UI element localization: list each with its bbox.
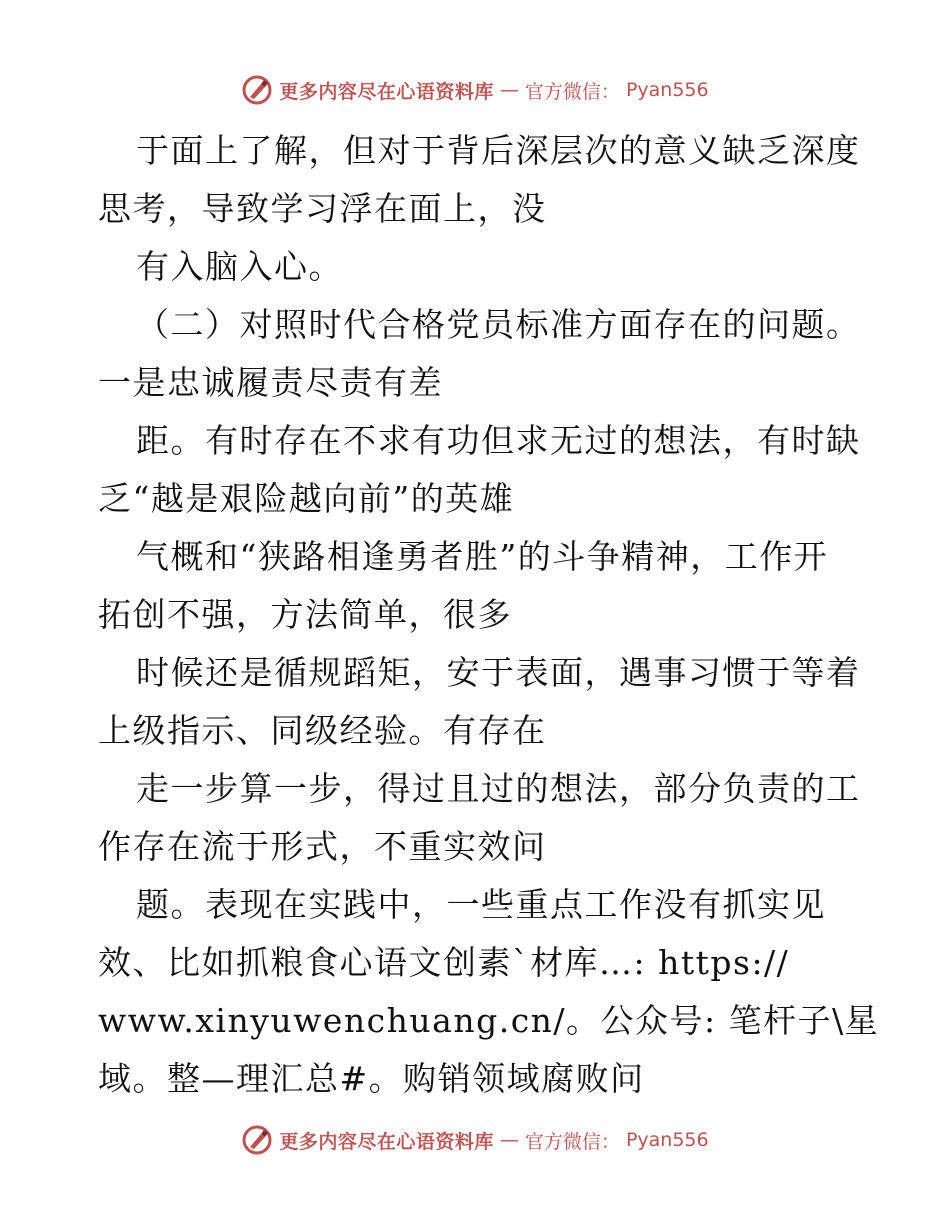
body-line: （二）对照时代合格党员标准方面存在的问题。 [136,305,861,344]
watermark-label: 官方微信： [524,80,620,103]
body-line: 作存在流于形式，不重实效问 [98,827,547,866]
body-line: www.xinyuwenchuang.cn/。公众号: 笔杆子\星 [98,1001,880,1040]
watermark-separator: — [499,1129,519,1151]
body-line: 有入脑入心。 [136,247,343,286]
body-line: 思考，导致学习浮在面上，没 [98,189,547,228]
footer-watermark [0,1120,950,1160]
watermark-label: 官方微信： [524,1130,620,1153]
header-watermark [0,70,950,110]
watermark-text: 更多内容尽在心语资料库 [279,80,494,103]
body-line: 一是忠诚履责尽责有差 [98,363,443,402]
body-line: 上级指示、同级经验。有存在 [98,711,547,750]
watermark-separator: — [499,79,519,101]
body-line: 走一步算一步，得过且过的想法，部分负责的工 [136,769,861,808]
body-line: 时候还是循规蹈矩，安于表面，遇事习惯于等着 [136,653,861,692]
watermark-account: Pyan556 [625,1129,709,1151]
body-line: 题。表现在实践中，一些重点工作没有抓实见 [136,885,826,924]
body-line: 域。整—理汇总#。购销领域腐败问 [98,1059,645,1098]
watermark-account: Pyan556 [625,79,709,101]
document-body [98,122,880,1108]
body-line: 距。有时存在不求有功但求无过的想法，有时缺 [136,421,861,460]
body-line: 效、比如抓粮食心语文创素`材库…: https:// [98,943,790,982]
body-line: 于面上了解，但对于背后深层次的意义缺乏深度 [136,131,861,170]
body-line: 乏“越是艰险越向前”的英雄 [98,479,515,518]
watermark-text: 更多内容尽在心语资料库 [279,1130,494,1153]
brush-logo-icon [241,74,273,106]
body-line: 气概和“狭路相逢勇者胜”的斗争精神，工作开 [136,537,829,576]
body-line: 拓创不强，方法简单，很多 [98,595,512,634]
brush-logo-icon [241,1124,273,1156]
